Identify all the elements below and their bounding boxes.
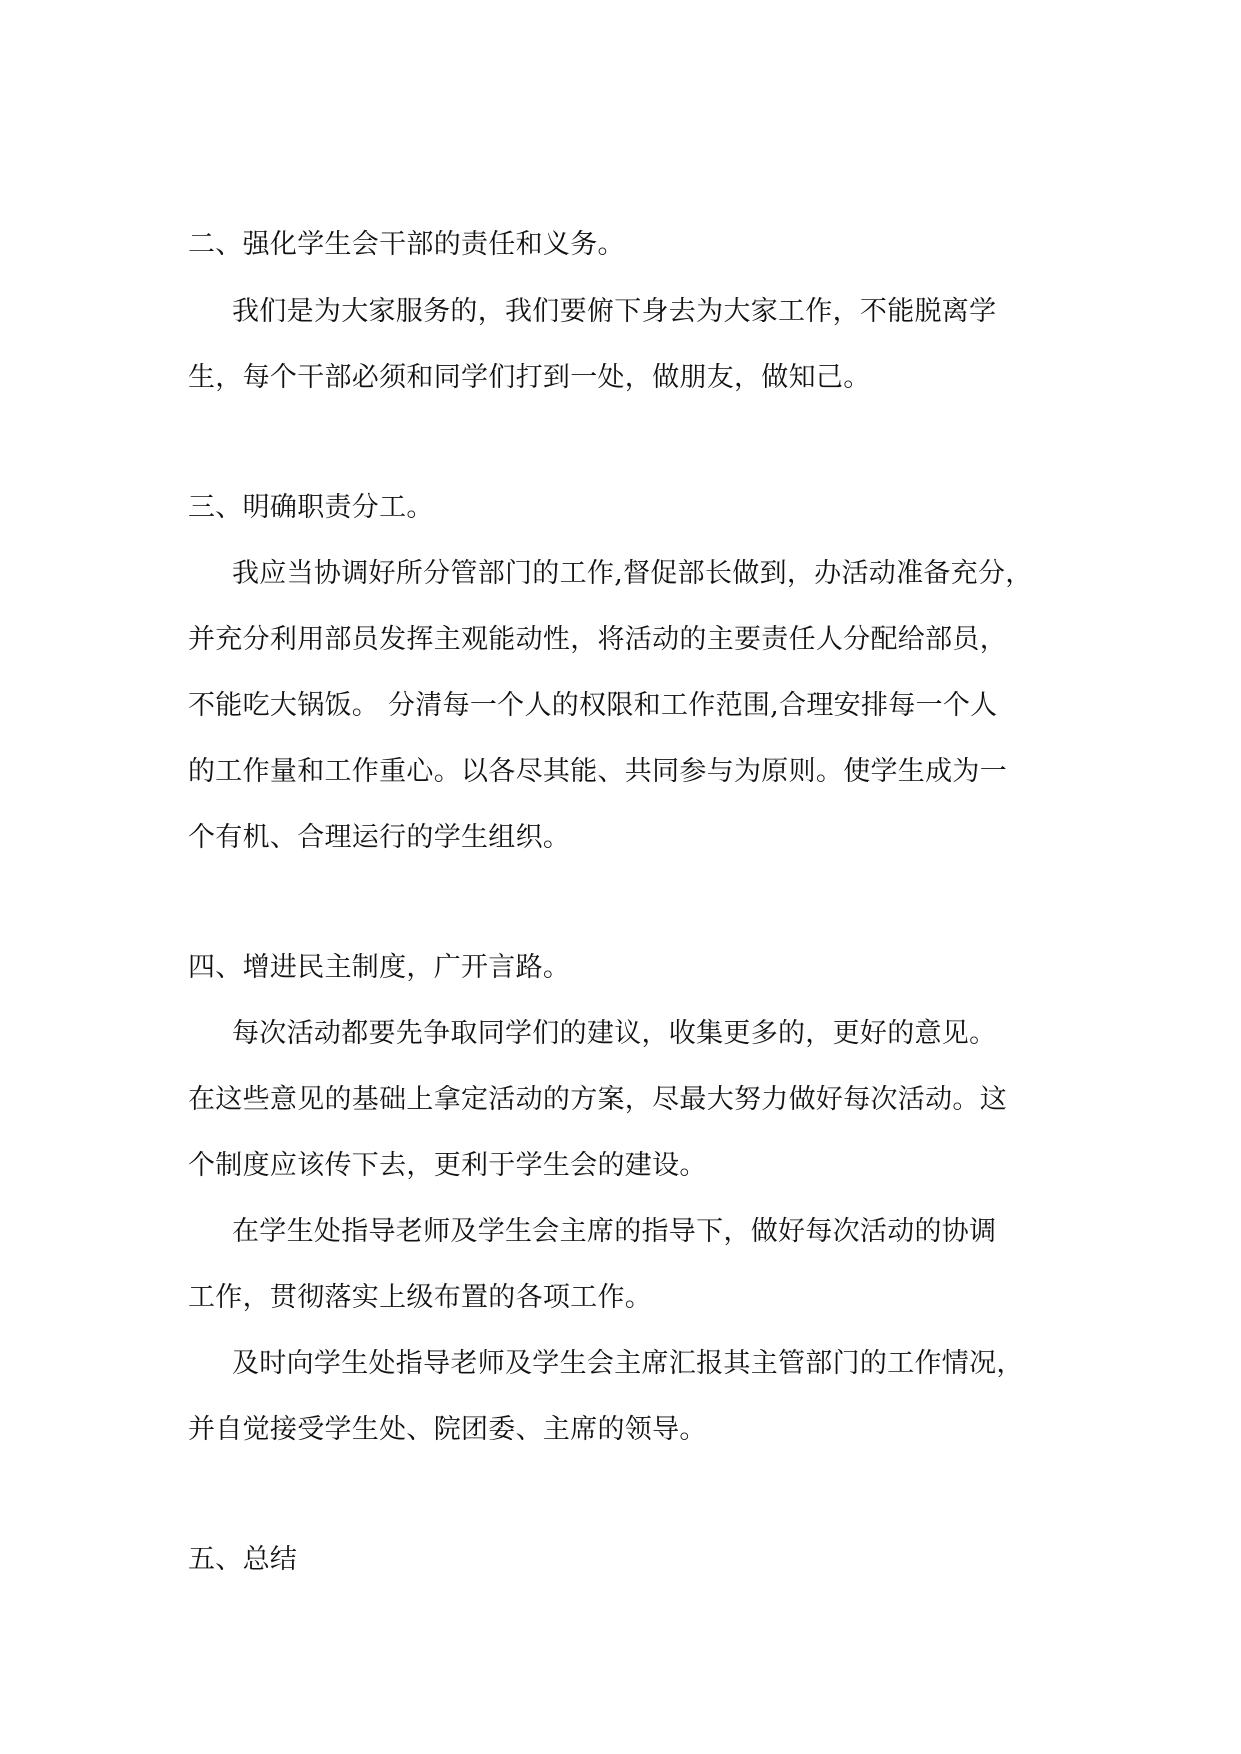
paragraph-line: 并充分利用部员发挥主观能动性，将活动的主要责任人分配给部员，: [188, 624, 1007, 655]
heading-4: 四、增进民主制度，广开言路。: [188, 952, 571, 983]
paragraph-line: 及时向学生处指导老师及学生会主席汇报其主管部门的工作情况，: [232, 1348, 1024, 1379]
paragraph-line: 个制度应该传下去，更利于学生会的建设。: [188, 1150, 707, 1181]
paragraph-line: 工作，贯彻落实上级布置的各项工作。: [188, 1282, 653, 1313]
paragraph-line: 我们是为大家服务的，我们要俯下身去为大家工作，不能脱离学: [232, 296, 997, 327]
paragraph-line: 我应当协调好所分管部门的工作,督促部长做到，办活动准备充分，: [232, 558, 1033, 589]
heading-2: 二、强化学生会干部的责任和义务。: [188, 229, 625, 260]
paragraph-line: 在学生处指导老师及学生会主席的指导下，做好每次活动的协调: [232, 1216, 997, 1247]
heading-3: 三、明确职责分工。: [188, 492, 434, 523]
paragraph-line: 的工作量和工作重心。以各尽其能、共同参与为原则。使学生成为一: [188, 756, 1007, 787]
paragraph-line: 不能吃大锅饭。 分清每一个人的权限和工作范围,合理安排每一个人: [188, 690, 998, 721]
paragraph-line: 在这些意见的基础上拿定活动的方案，尽最大努力做好每次活动。这: [188, 1084, 1007, 1115]
heading-5: 五、总结: [188, 1544, 298, 1575]
paragraph-line: 个有机、合理运行的学生组织。: [188, 822, 571, 853]
paragraph-line: 并自觉接受学生处、院团委、主席的领导。: [188, 1414, 707, 1445]
paragraph-line: 每次活动都要先争取同学们的建议，收集更多的，更好的意见。: [232, 1018, 997, 1049]
paragraph-line: 生，每个干部必须和同学们打到一处，做朋友，做知己。: [188, 362, 871, 393]
